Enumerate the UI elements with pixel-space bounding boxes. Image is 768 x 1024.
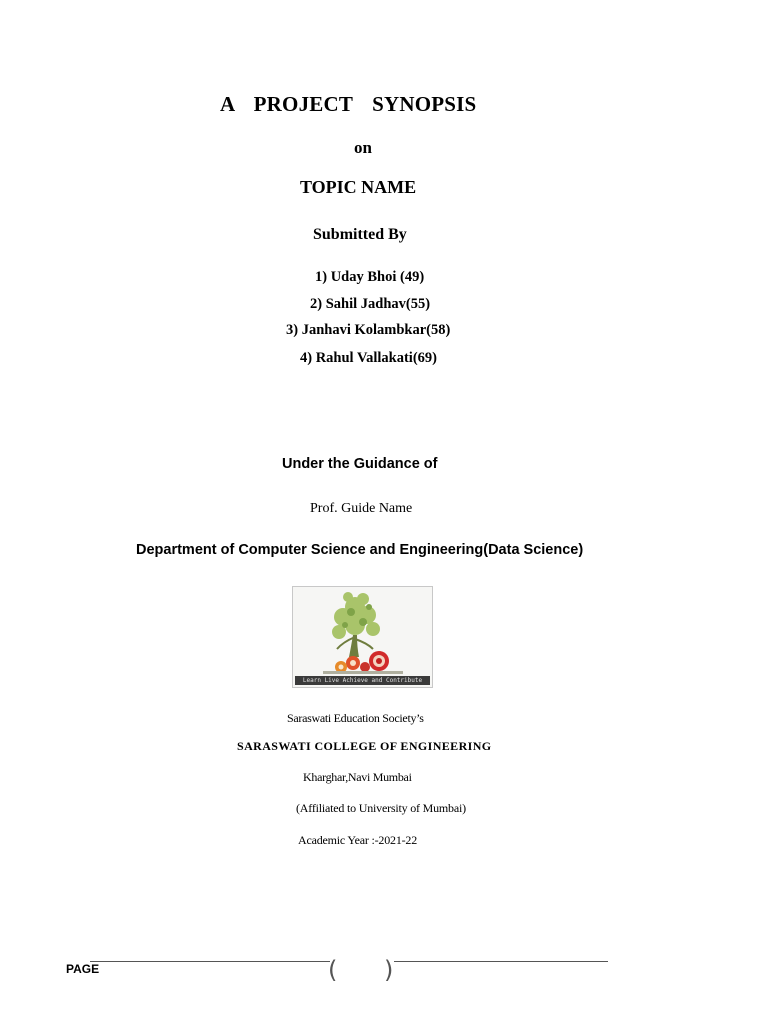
tree-logo-icon [293,587,432,687]
on-label: on [354,138,372,157]
society-name: Saraswati Education Society’s [287,711,424,725]
member-item: 3) Janhavi Kolambkar(58) [286,322,451,338]
department-name: Department of Computer Science and Engineering(Data Science) [136,542,584,558]
member-item: 4) Rahul Vallakati(69) [300,350,437,366]
logo-caption: Learn Live Achieve and Contribute [295,676,430,685]
footer-right-bracket: ) [384,956,394,984]
footer-left-bracket: ( [328,956,338,984]
college-location: Kharghar,Navi Mumbai [303,770,412,784]
document-title: A PROJECT SYNOPSIS [220,92,477,116]
member-item: 1) Uday Bhoi (49) [315,269,425,285]
footer-divider-left [90,961,330,962]
college-name: SARASWATI COLLEGE OF ENGINEERING [237,739,492,753]
member-item: 2) Sahil Jadhav(55) [310,296,431,312]
topic-name: TOPIC NAME [300,177,417,197]
guidance-heading: Under the Guidance of [282,456,438,472]
affiliation-text: (Affiliated to University of Mumbai) [296,801,466,815]
academic-year: Academic Year :-2021-22 [298,833,418,847]
footer-page-label: PAGE [66,962,100,976]
submitted-by-heading: Submitted By [313,226,407,243]
guide-name: Prof. Guide Name [310,501,413,516]
footer-divider-right [394,961,608,962]
college-logo [292,586,433,688]
